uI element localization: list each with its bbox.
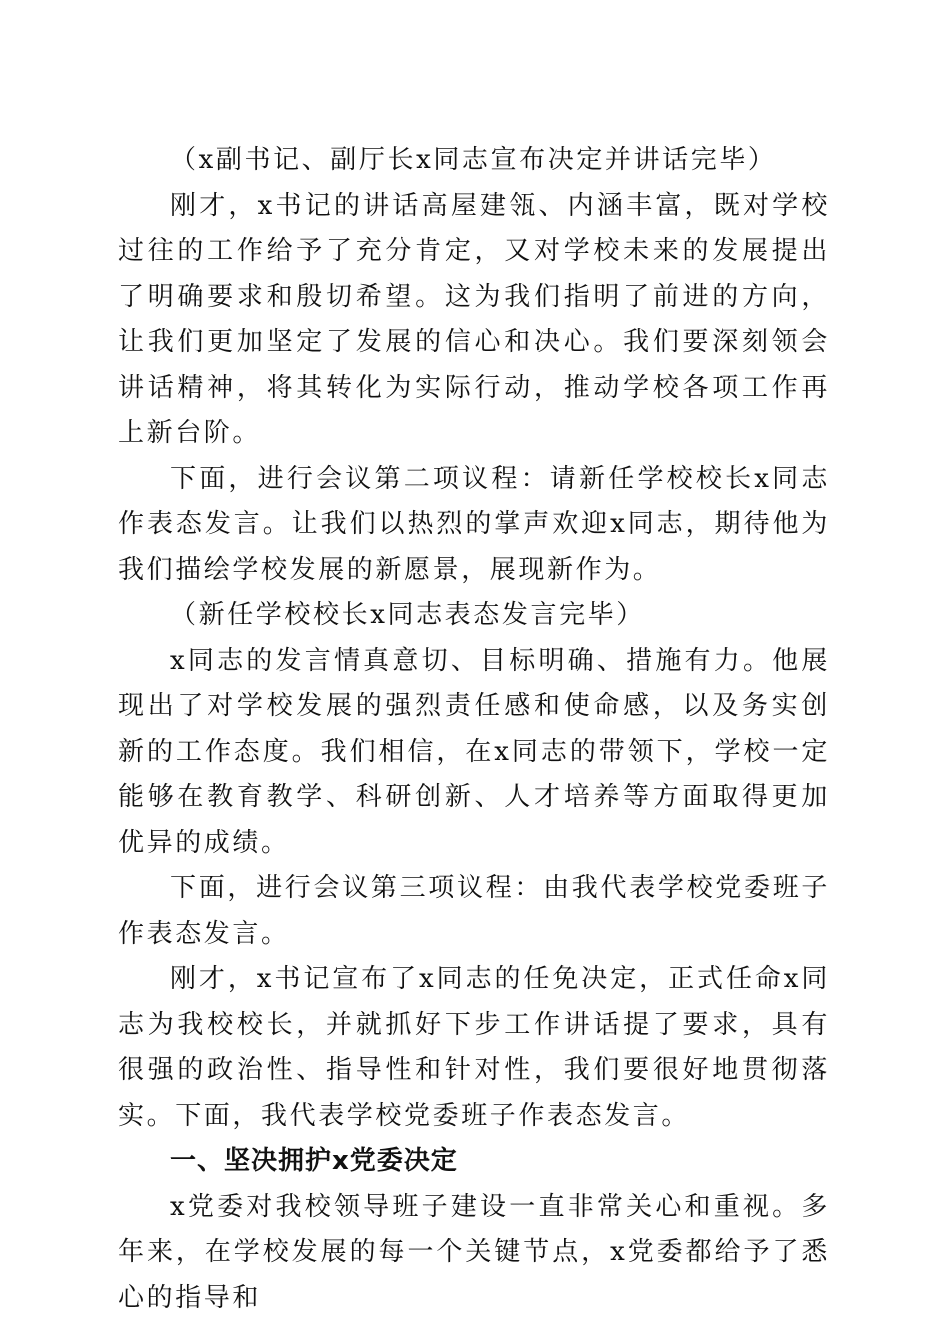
paragraph-statement-review: x同志的发言情真意切、目标明确、措施有力。他展现出了对学校发展的强烈责任感和使命感，以及务实创新的工作态度。我们相信，在x同志的带领下，学校一定能够在教育教学、科研创新、人才培养等方面取得更加优异的成绩。 xyxy=(118,645,830,858)
paragraph-agenda-item-three: 下面，进行会议第三项议程：由我代表学校党委班子作表态发言。 xyxy=(118,873,830,949)
paragraph-appointment-summary: 刚才，x书记宣布了x同志的任免决定，正式任命x同志为我校校长，并就抓好下步工作讲话提了要求，具有很强的政治性、指导性和针对性，我们要很好地贯彻落实。下面，我代表学校党委班子作表态发言。 xyxy=(118,964,830,1131)
paragraph-speech-summary: 刚才，x书记的讲话高屋建瓴、内涵丰富，既对学校过往的工作给予了充分肯定，又对学校未来的发展提出了明确要求和殷切希望。这为我们指明了前进的方向，让我们更加坚定了发展的信心和决心。我们要深刻领会讲话精神，将其转化为实际行动，推动学校各项工作再上新台阶。 xyxy=(118,190,830,448)
paragraph-statement-complete: （新任学校校长x同志表态发言完毕） xyxy=(170,600,645,630)
paragraph-agenda-item-two: 下面，进行会议第二项议程：请新任学校校长x同志作表态发言。让我们以热烈的掌声欢迎x同志，期待他为我们描绘学校发展的新愿景，展现新作为。 xyxy=(118,463,830,585)
paragraph-announcement-complete: （x副书记、副厅长x同志宣布决定并讲话完毕） xyxy=(170,145,777,175)
document-page xyxy=(118,138,830,1321)
section-heading: 一、坚决拥护x党委决定 xyxy=(170,1146,458,1176)
paragraph-party-committee-support: x党委对我校领导班子建设一直非常关心和重视。多年来，在学校发展的每一个关键节点，x党委都给予了悉心的指导和 xyxy=(118,1191,830,1313)
